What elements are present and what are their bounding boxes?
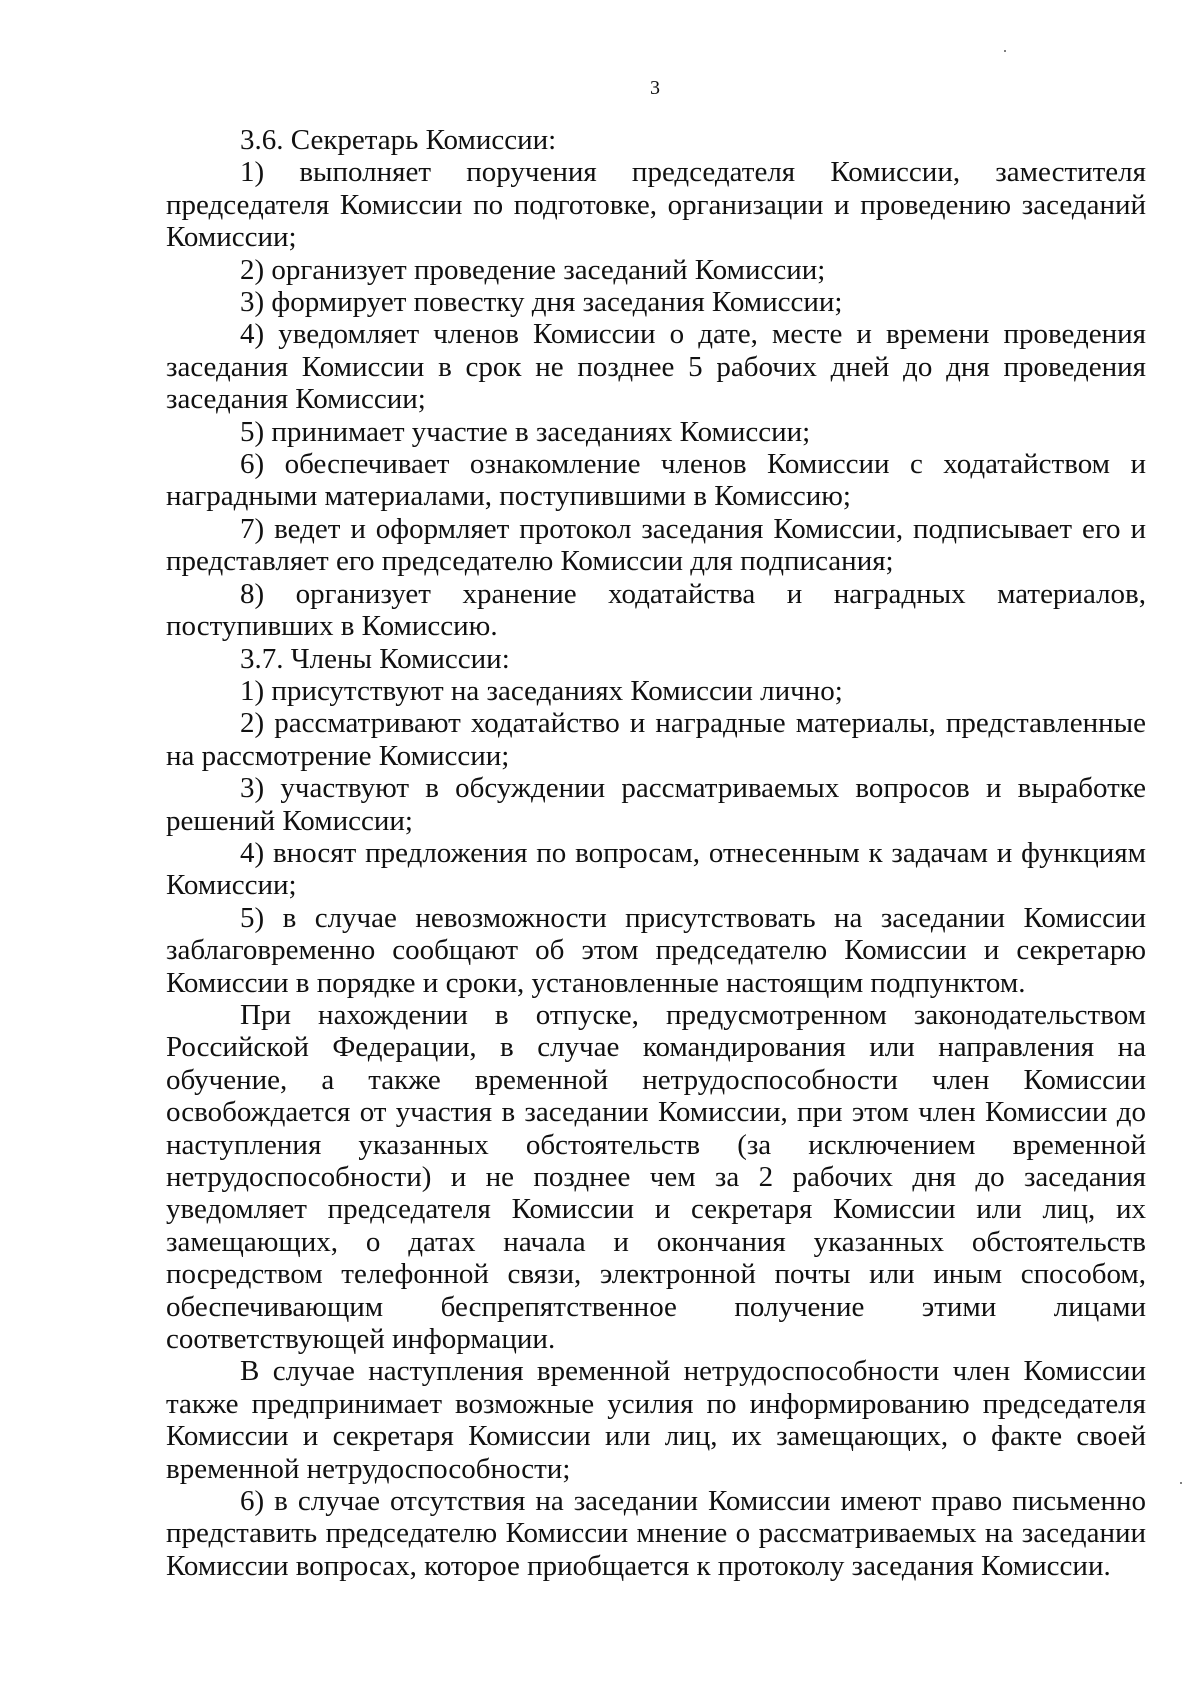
paragraph-item: 6) обеспечивает ознакомление членов Комиссии с ходатайством и наградными материалами, поступившими в Комиссию; xyxy=(166,448,1146,513)
paragraph-item: 2) рассматривают ходатайство и наградные материалы, представленные на рассмотрение Комиссии; xyxy=(166,707,1146,772)
section-3-7-heading: 3.7. Члены Комиссии: xyxy=(240,642,510,675)
paragraph-item: 5) принимает участие в заседаниях Комиссии; xyxy=(240,415,811,448)
paragraph-item: 8) организует хранение ходатайства и наградных материалов, поступивших в Комиссию. xyxy=(166,577,1146,643)
paragraph-item: При нахождении в отпуске, предусмотренном законодательством Российской Федерации, в случае командирования или направления на обучение, а также временной нетрудоспособности член Комиссии освобождается от участия в заседании Комиссии, при этом член Комиссии до наступления указанных обстоятельств (за исключением временной нетрудоспособности) и не позднее чем за 2 рабочих дня до заседания уведомляет председателя Комиссии и секретаря Комиссии или лиц, их замещающих, о датах начала и окончания указанных обстоятельств посредством телефонной связи, электронной почты или иным способом, обеспечивающим беспрепятственное получение этими лицами соответствующей информации. xyxy=(166,998,1146,1356)
document-body xyxy=(166,124,1146,1582)
paragraph-item: 3) формирует повестку дня заседания Комиссии; xyxy=(240,286,843,319)
paragraph-item: 5) в случае невозможности присутствовать на заседании Комиссии заблаговременно сообщают об этом председателю Комиссии и секретарю Комиссии в порядке и сроки, установленные настоящим подпунктом. xyxy=(166,901,1146,999)
paragraph-item: 2) организует проведение заседаний Комиссии; xyxy=(240,253,826,286)
paragraph-item: 7) ведет и оформляет протокол заседания Комиссии, подписывает его и представляет его председателю Комиссии для подписания; xyxy=(166,512,1146,578)
paragraph-item: 3) участвуют в обсуждении рассматриваемых вопросов и выработке решений Комиссии; xyxy=(166,772,1146,837)
paragraph-item: 6) в случае отсутствия на заседании Комиссии имеют право письменно представить председателю Комиссии мнение о рассматриваемых на заседании Комиссии вопросах, которое приобщается к протоколу заседания Комиссии. xyxy=(166,1485,1146,1582)
paragraph-item: 4) уведомляет членов Комиссии о дате, месте и времени проведения заседания Комиссии в срок не позднее 5 рабочих дней до дня проведения заседания Комиссии; xyxy=(166,318,1146,416)
paragraph-item: 1) присутствуют на заседаниях Комиссии лично; xyxy=(240,674,843,707)
scan-speck xyxy=(1004,50,1006,52)
paragraph-item: 4) вносят предложения по вопросам, отнесенным к задачам и функциям Комиссии; xyxy=(166,836,1146,902)
page-number: 3 xyxy=(650,77,660,99)
section-3-6-heading: 3.6. Секретарь Комиссии: xyxy=(240,124,557,156)
paragraph-item: 1) выполняет поручения председателя Комиссии, заместителя председателя Комиссии по подготовке, организации и проведению заседаний Комиссии; xyxy=(166,156,1146,254)
paragraph-item: В случае наступления временной нетрудоспособности член Комиссии также предпринимает возможные усилия по информированию председателя Комиссии и секретаря Комиссии или лиц, их замещающих, о факте своей временной нетрудоспособности; xyxy=(166,1355,1146,1485)
scan-speck xyxy=(1180,1482,1182,1484)
